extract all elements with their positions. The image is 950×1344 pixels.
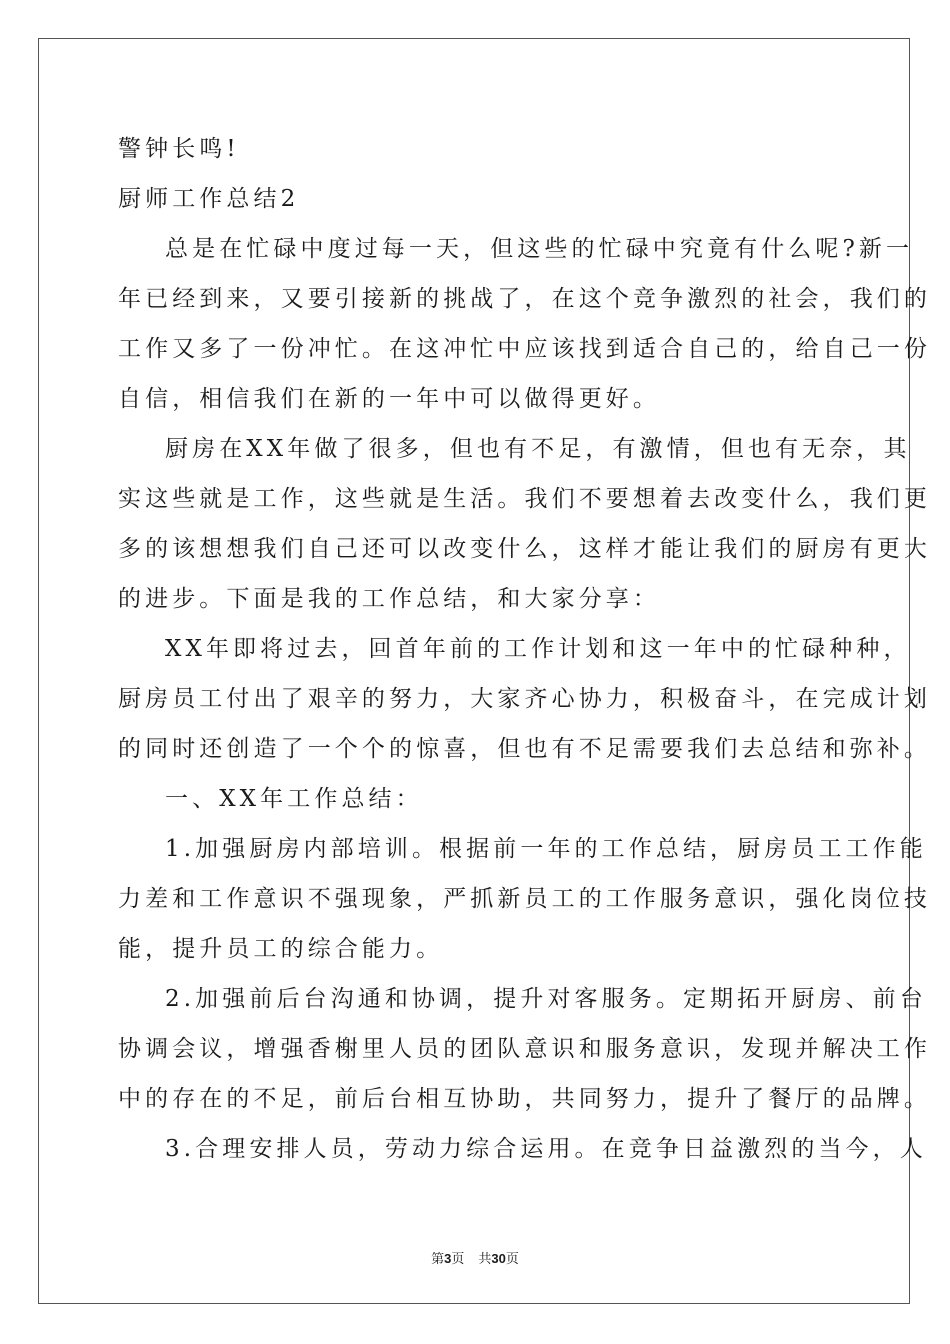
paragraph-line: XX年即将过去，回首年前的工作计划和这一年中的忙碌种种， bbox=[165, 636, 911, 662]
subheading: 一、XX年工作总结： bbox=[165, 786, 423, 812]
paragraph-line: 的进步。下面是我的工作总结，和大家分享： bbox=[118, 586, 660, 612]
section-heading: 厨师工作总结2 bbox=[118, 186, 300, 212]
current-page-number: 3 bbox=[444, 1251, 452, 1266]
paragraph-line: 自信，相信我们在新的一年中可以做得更好。 bbox=[118, 386, 660, 412]
paragraph-line: 1.加强厨房内部培训。根据前一年的工作总结，厨房员工工作能 bbox=[165, 836, 927, 862]
paragraph-line: 厨房在XX年做了很多，但也有不足，有激情，但也有无奈，其 bbox=[165, 436, 911, 462]
paragraph-line: 3.合理安排人员，劳动力综合运用。在竞争日益激烈的当今，人 bbox=[165, 1136, 927, 1162]
paragraph-line: 协调会议，增强香榭里人员的团队意识和服务意识，发现并解决工作 bbox=[118, 1036, 931, 1062]
page-prefix: 第 bbox=[431, 1252, 445, 1267]
text-line: 警钟长鸣! bbox=[118, 136, 240, 162]
paragraph-line: 总是在忙碌中度过每一天，但这些的忙碌中究竟有什么呢?新一 bbox=[165, 236, 914, 262]
total-suffix: 页 bbox=[505, 1252, 519, 1267]
paragraph-line: 力差和工作意识不强现象，严抓新员工的工作服务意识，强化岗位技 bbox=[118, 886, 931, 912]
paragraph-line: 年已经到来，又要引接新的挑战了，在这个竞争激烈的社会，我们的 bbox=[118, 286, 931, 312]
paragraph-line: 厨房员工付出了艰辛的努力，大家齐心协力，积极奋斗，在完成计划 bbox=[118, 686, 931, 712]
paragraph-line: 2.加强前后台沟通和协调，提升对客服务。定期拓开厨房、前台 bbox=[165, 986, 927, 1012]
total-page-number: 30 bbox=[491, 1251, 506, 1266]
document-body bbox=[118, 124, 931, 1174]
paragraph-line: 中的存在的不足，前后台相互协助，共同努力，提升了餐厅的品牌。 bbox=[118, 1086, 931, 1112]
paragraph-line: 实这些就是工作，这些就是生活。我们不要想着去改变什么，我们更 bbox=[118, 486, 931, 512]
page-footer bbox=[0, 1248, 950, 1267]
total-prefix: 共 bbox=[478, 1252, 492, 1267]
paragraph-line: 能，提升员工的综合能力。 bbox=[118, 936, 444, 962]
paragraph-line: 工作又多了一份冲忙。在这冲忙中应该找到适合自己的，给自己一份 bbox=[118, 336, 931, 362]
page-suffix: 页 bbox=[451, 1252, 465, 1267]
paragraph-line: 的同时还创造了一个个的惊喜，但也有不足需要我们去总结和弥补。 bbox=[118, 736, 931, 762]
paragraph-line: 多的该想想我们自己还可以改变什么，这样才能让我们的厨房有更大 bbox=[118, 536, 931, 562]
